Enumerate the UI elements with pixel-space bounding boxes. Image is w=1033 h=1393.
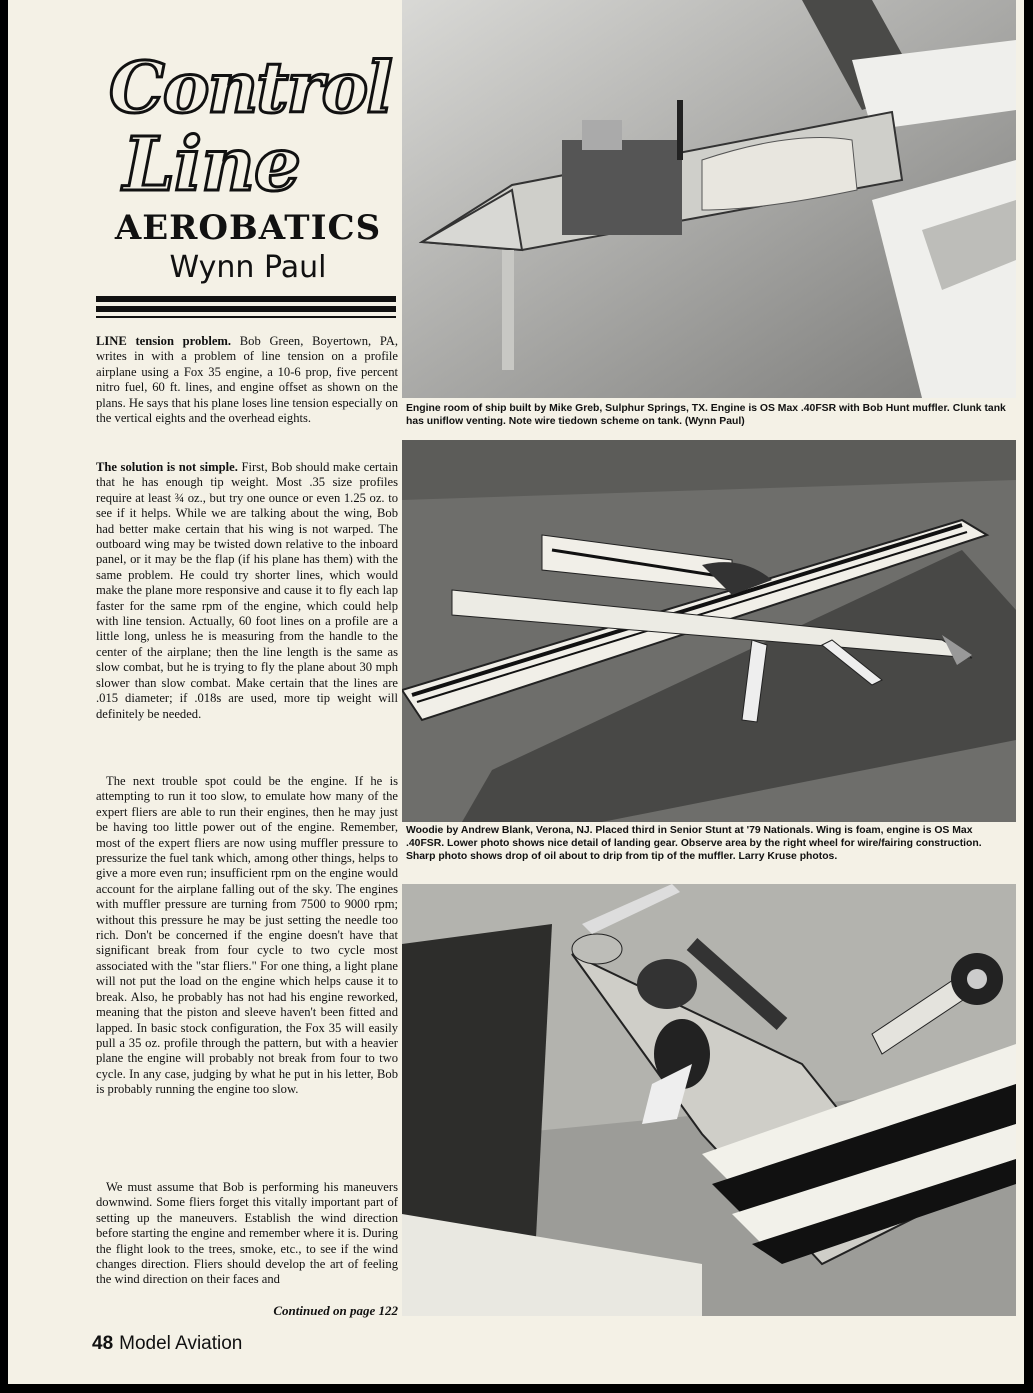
paragraph-1-lead: LINE tension problem.	[96, 334, 232, 348]
engine-room-caption: Engine room of ship built by Mike Greb, Sulphur Springs, TX. Engine is OS Max .40FSR with Bob Hunt muffler. Clunk tank has uniflow venting. Note wire tiedown scheme on tank. (Wynn Paul)	[406, 403, 1006, 427]
title-script-line2: Line	[123, 122, 301, 208]
article-headline: AEROBATICS	[114, 208, 382, 248]
title-script-line1: Control	[109, 46, 391, 129]
page-footer	[92, 1333, 242, 1355]
publication-name: Model Aviation	[119, 1333, 243, 1354]
paragraph-1-text: Bob Green, Boyertown, PA, writes in with a problem of line tension on a profile airplane using a Fox 35 engine, a 10-6 prop, five percent nitro fuel, 60 ft. lines, and engine offset as shown on the plans. He says that his plane loses line tension especially on the vertical eights and the overhead eights.	[96, 334, 398, 426]
paragraph-3: The next trouble spot could be the engine. If he is attempting to run it too slow, to emulate how many of the expert fliers are able to run their engines, then he may just be having too little power out of the engine. Remember, most of the expert fliers are now using muffler pressure to pressurize the fuel tank which, among other things, helps to give a more even run; insufficient rpm on the engine would account for the airplane falling out of the sky. The engines with muffler pressure are turning from 7500 to 9000 rpm; without this pressure he may be just setting the needle too rich. Don't be concerned if the engine doesn't have that significant break from four cycle to two cycle most associated with the "star fliers." For one thing, a light plane will not put the load on the engine which helps cause it to break. Also, he probably has not had his engine reworked, meaning that the piston and sleeve haven't been fitted and lapped. In basic stock configuration, the Fox 35 will easily pull a 35 oz. profile through the pattern, but with a heavier plane the engine will probably not break from four to two cycle. In any case, judging by what he put in his letter, Bob is probably running the engine too slow.	[96, 774, 398, 1097]
paragraph-2-lead: The solution is not simple.	[96, 460, 238, 474]
paragraph-1	[96, 334, 398, 426]
continued-notice: Continued on page 122	[273, 1303, 398, 1318]
control-line-title-logo	[103, 40, 398, 210]
header-divider-middle	[96, 306, 396, 312]
page-number: 48	[92, 1333, 114, 1354]
magazine-page	[8, 0, 1024, 1384]
paragraph-2	[96, 460, 398, 722]
header-divider-bottom	[96, 316, 396, 318]
engine-room-photo	[402, 0, 1016, 398]
landing-gear-photo	[402, 884, 1016, 1316]
paragraph-2-text: First, Bob should make certain that he has enough tip weight. Most .35 size profiles require at least ¾ oz., but try one ounce or even 1.25 oz. to see if it helps. While we are talking about the wing, Bob had better make certain that his wing is not warped. The outboard wing may be twisted down relative to the inboard panel, or it may be the flap (if his plane has them) with the same problem. He could try shorter lines, which would make the plane more responsive and cause it to fly each lap faster for the same rpm of the engine, which could help with line tension. Actually, 60 foot lines on a profile are a little long, unless he is measuring from the handle to the center of the airplane; then the line length is the same as slow combat, but he is trying to fly the plane about 30 mph slower than slow combat. Make certain that the lines are .015 diameter; if .018s are used, more tip weight will definitely be needed.	[96, 460, 398, 721]
woodie-airplane-photo	[402, 440, 1016, 822]
header-divider-top	[96, 296, 396, 302]
woodie-airplane-caption: Woodie by Andrew Blank, Verona, NJ. Placed third in Senior Stunt at '79 Nationals. Wing is foam, engine is OS Max .40FSR. Lower photo shows nice detail of landing gear. Observe area by the right wheel for wire/fairing construction. Sharp photo shows drop of oil about to drip from tip of the muffler. Larry Kruse photos.	[406, 825, 982, 862]
article-author: Wynn Paul	[169, 250, 327, 285]
paragraph-4: We must assume that Bob is performing his maneuvers downwind. Some fliers forget this vitally important part of setting up the maneuvers. Establish the wind direction before starting the engine and remember where it is. During the flight look to the trees, smoke, etc., to see if the wind changes direction. Fliers should develop the art of feeling the wind direction on their faces and	[96, 1180, 398, 1287]
